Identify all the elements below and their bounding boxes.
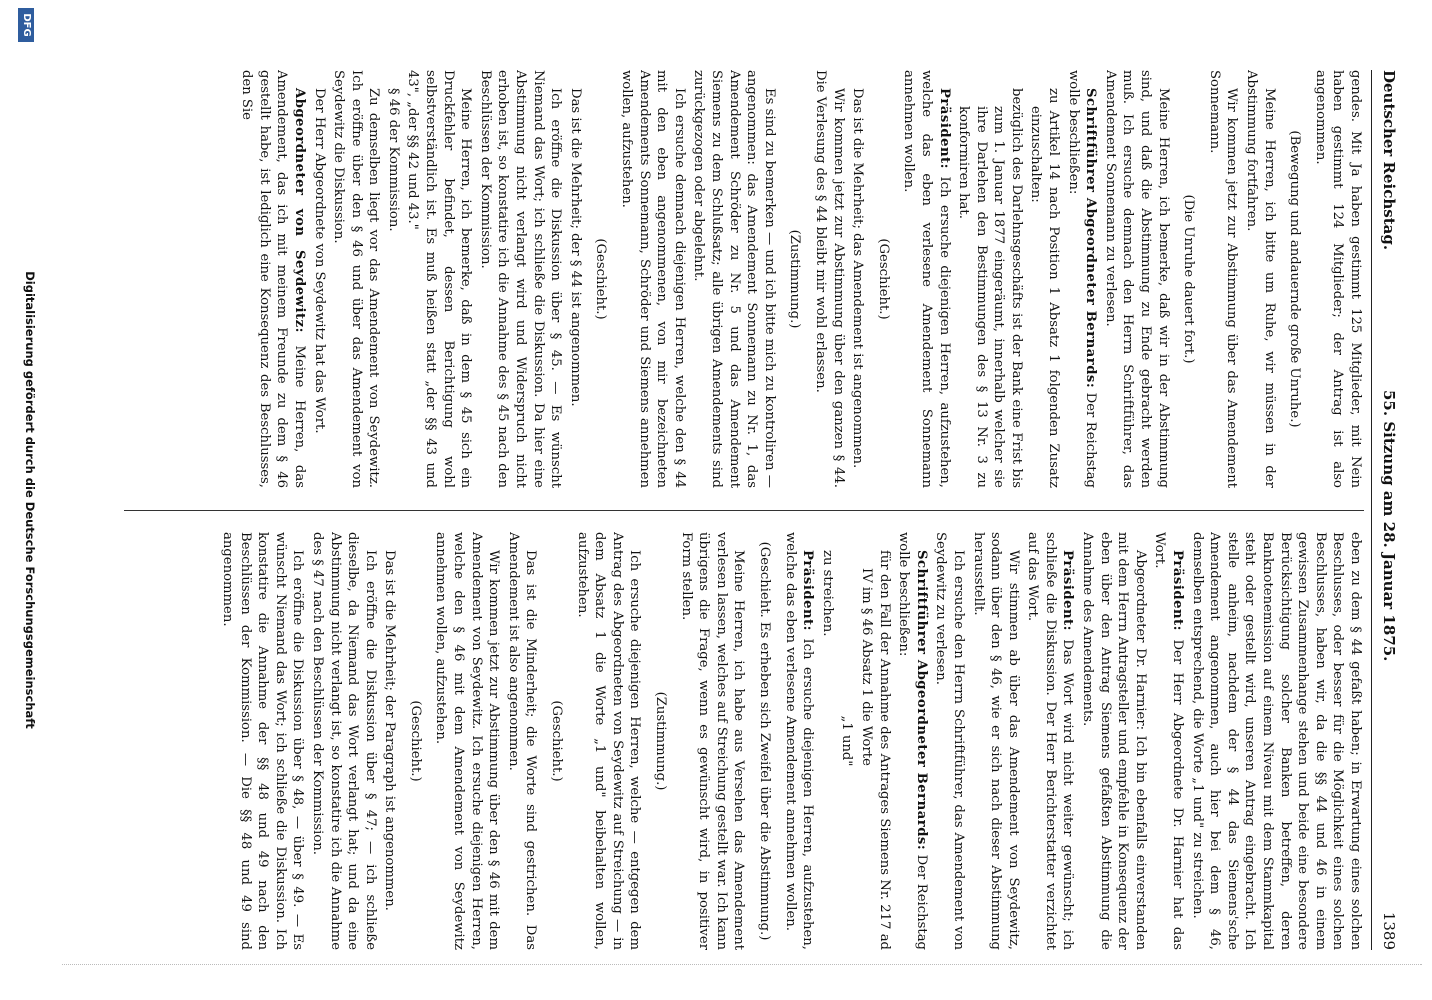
paragraph bbox=[818, 532, 836, 950]
paragraph-text: Ich eröffne die Diskussion über § 48, — über § 49. — Es wünscht Niemand das Wort; ich schließe die Diskussion. Ich konstatire die Annahme der §§ 48 und 49 nach den Beschlüssen der Kommission. — Die §§ 48 und 49 sind angenommen. bbox=[219, 532, 306, 950]
paragraph bbox=[849, 70, 867, 488]
paragraph-text: Das ist die Minderheit; die Worte sind gestrichen. Das Amendement ist also angenommen. bbox=[505, 532, 539, 950]
paragraph bbox=[969, 532, 1022, 950]
paragraph bbox=[504, 532, 539, 950]
paragraph-text: eben zu dem § 44 gefaßt haben; in Erwartung eines solchen Beschlusses, oder besser für die Möglichkeit eines solchen Beschlusses, haben wir, da die §§ 44 und 46 in einem gewissen Zusammenhange stehen und beide eine besondere Berücksichtigung solcher Banken betreffen, deren Banknotenemission auf einem Niveau mit dem Stammkapital steht oder gestellt wird, unseren Antrag eingebracht. Ich stelle anheim, nachdem der § 44 das Siemens'sche Amendement angenommen, auch hier bei dem § 46, demselben entsprechend, die Worte „1 und" zu streichen. bbox=[1189, 532, 1363, 950]
paragraph-text: Ich ersuche diejenigen Herren, welche — entgegen dem Antrag des Abgeordneten von Seydewitz auf Streichung — in dem Absatz 1 die Worte „1 und" beibehalten wollen, aufzustehen. bbox=[574, 532, 643, 950]
paragraph-text: zu streichen. bbox=[819, 550, 835, 637]
paragraph-text: (Geschieht.) bbox=[549, 700, 565, 782]
column-right bbox=[124, 532, 1364, 950]
paragraph bbox=[811, 70, 846, 488]
paragraph bbox=[310, 70, 328, 488]
digitization-note: Digitalisierung gefördert durch die Deutsche Forschungsgemeinschaft bbox=[23, 271, 37, 729]
paragraph-text: Meine Herren, das Amendement, das ich mit meinem Freunde zu dem § 46 gestellt habe, ist lediglich eine Konsequenz des Beschlusses, den Sie bbox=[239, 70, 307, 488]
paragraph bbox=[617, 70, 687, 488]
paragraph-text: (Geschieht. Es erheben sich Zweifel über die Abstimmung.) bbox=[757, 541, 772, 941]
speaker-name: Präsident: bbox=[936, 88, 952, 170]
paragraph-text: bezüglich des Darlehnsgeschäfts ist der Bank eine Frist bis zum 1. Januar 1877 eingeräumt, innerhalb welcher sie ihre Darlehen den Bestimmungen des § 13 Nr. 3 zu konformiren hat. bbox=[956, 88, 1024, 488]
paragraph-text: (Die Unruhe dauert fort.) bbox=[1181, 194, 1197, 364]
document-page bbox=[106, 70, 1406, 950]
paragraph bbox=[404, 70, 474, 488]
column-divider bbox=[124, 510, 1364, 511]
paragraph-text: zu Artikel 14 nach Position 1 Absatz 1 folgenden Zusatz einzuschalten: bbox=[1028, 88, 1062, 488]
paragraph bbox=[677, 532, 747, 950]
paragraph bbox=[406, 532, 424, 950]
paragraph-text: Wir kommen jetzt zur Abstimmung über den ganzen § 44. Die Verlesung des § 44 bleibt mir wohl erlassen. bbox=[812, 70, 846, 488]
paragraph bbox=[955, 70, 1025, 488]
paragraph bbox=[573, 532, 643, 950]
paragraph-text: für den Fall der Annahme des Antrages Siemens Nr. 217 ad IV im § 46 Absatz 1 die Worte bbox=[858, 550, 892, 950]
paragraph bbox=[592, 70, 610, 488]
paragraph-text: § 46 der Kommission. bbox=[385, 88, 401, 232]
paragraph bbox=[238, 70, 308, 488]
paragraph-text: Das ist die Mehrheit; das Amendement ist angenommen. bbox=[850, 88, 866, 469]
page-header bbox=[1371, 70, 1406, 950]
paragraph-text: Ich ersuche diejenigen Herren, aufzustehen, welche das eben verlesene Amendement annehmen wollen. bbox=[782, 532, 816, 950]
speaker-name: Abgeordneter von Seydewitz: bbox=[291, 88, 307, 333]
paragraph bbox=[1286, 70, 1304, 488]
paragraph-text: Abgeordneter Dr. Harnier: Ich bin ebenfalls einverstanden mit dem Herrn Antragsteller und empfehle in Konsequenz der eben über den Antrag Siemens gefaßten Abstimmung die Annahme des Amendements. bbox=[1080, 532, 1148, 950]
paragraph-text: Zu demselben liegt vor das Amendement von Seydewitz. Ich eröffne über den § 46 und über das Amendement von Seydewitz die Diskussion. bbox=[331, 70, 382, 488]
paragraph-text: (Zustimmung.) bbox=[653, 691, 669, 791]
paragraph bbox=[651, 532, 669, 950]
paragraph-text: gendes. Mit Ja haben gestimmt 125 Mitglieder, mit Nein haben gestimmt 124 Mitglieder; der Antrag ist also angenommen. bbox=[1312, 70, 1363, 488]
paragraph-text: Ich ersuche demnach diejenigen Herren, welche den § 44 mit den eben angenommenen, von mir bezeichneten Amendements Sonnemann, Schröder und Siemens annehmen wollen, aufzustehen. bbox=[619, 70, 687, 488]
paragraph bbox=[566, 70, 584, 488]
paragraph-text: Wir kommen jetzt zur Abstimmung über den § 46 mit dem Amendement von Seydewitz. Ich ersuche diejenigen Herren, welche den § 46 mit dem Amendement von Seydewitz annehmen wollen, aufzustehen. bbox=[433, 532, 502, 950]
paragraph bbox=[838, 532, 856, 950]
paragraph bbox=[330, 70, 383, 488]
paragraph bbox=[755, 532, 773, 950]
paragraph-text: Das ist die Mehrheit; der Paragraph ist angenommen. bbox=[382, 550, 398, 911]
paragraph-text: (Geschieht.) bbox=[593, 238, 609, 320]
paragraph bbox=[1151, 532, 1186, 950]
paragraph bbox=[384, 70, 402, 488]
paragraph-text: Ich eröffne die Diskussion über § 47; — ich schließe dieselbe, da Niemand das Wort verlangt hat; und da eine Abstimmung nicht verlangt ist, so konstatire ich die Annahme des § 47 nach den Beschlüssen der Kommission. bbox=[309, 532, 378, 950]
paragraph-text: Meine Herren, ich bemerke, daß wir in der Abstimmung sind, und daß die Abstimmung zu Ende gebracht werden muß. Ich ersuche demnach den Herrn Schriftführer, das Amendement Sonnemann zu verlesen. bbox=[1102, 70, 1171, 488]
paragraph bbox=[1064, 70, 1099, 488]
paragraph bbox=[1024, 532, 1077, 950]
paragraph bbox=[1027, 70, 1062, 488]
paragraph bbox=[1188, 532, 1364, 950]
speaker-name: Präsident: bbox=[1170, 550, 1186, 632]
paragraph bbox=[476, 70, 564, 488]
paragraph bbox=[786, 70, 804, 488]
paragraph bbox=[1079, 532, 1149, 950]
scan-edge bbox=[62, 964, 1422, 965]
paragraph-text: Der Reichstag wolle beschließen: bbox=[896, 532, 929, 950]
paragraph-text: „1 und" bbox=[839, 715, 855, 767]
paragraph bbox=[1311, 70, 1364, 488]
speaker-name: Präsident: bbox=[800, 550, 816, 632]
speaker-name: Schriftführer Abgeordneter Bernards: bbox=[913, 550, 929, 851]
paragraph bbox=[900, 70, 953, 488]
paragraph bbox=[932, 532, 967, 950]
paragraph-text: Es sind zu bemerken — und ich bitte mich zu kontroliren — angenommen: das Amendement Sonnemann zu Nr. 1, das Amendement Schröder zu Nr. 5 und das Amendement Siemens zu dem Schlußsatz; alle übrigen Amendements sind zurückgezogen oder abgelehnt. bbox=[691, 70, 777, 488]
paragraph-text: (Geschieht.) bbox=[875, 238, 891, 320]
speaker-name: Präsident: bbox=[1060, 550, 1076, 632]
column-left bbox=[124, 70, 1364, 488]
paragraph bbox=[857, 532, 892, 950]
paragraph bbox=[874, 70, 892, 488]
paragraph bbox=[781, 532, 816, 950]
paragraph-text: Meine Herren, ich bemerke, daß in dem § 45 sich ein Druckfehler befindet, dessen Berichtigung wohl selbstverständlich ist. Es muß heißen statt „der §§ 43 und 43", „der §§ 42 und 43." bbox=[405, 70, 474, 488]
paragraph bbox=[690, 70, 778, 488]
paragraph bbox=[432, 532, 502, 950]
dfg-logo: DFG bbox=[18, 8, 34, 42]
paragraph-text: Wir stimmen ab über das Amendement von Seydewitz, sodann über den § 46, wie er sich nach dieser Abstimmung herausstellt. bbox=[970, 532, 1021, 950]
paragraph-text: (Geschieht.) bbox=[407, 700, 423, 782]
paragraph bbox=[1180, 70, 1198, 488]
speaker-name: Schriftführer Abgeordneter Bernards: bbox=[1083, 88, 1099, 389]
paragraph bbox=[1242, 70, 1277, 488]
paragraph-text: Der Herr Abgeordnete von Seydewitz hat das Wort. bbox=[311, 88, 327, 434]
paragraph bbox=[895, 532, 930, 950]
paragraph bbox=[308, 532, 378, 950]
paragraph-text: Das ist die Mehrheit; der § 44 ist angenommen. bbox=[567, 88, 583, 407]
paragraph-text: (Zustimmung.) bbox=[787, 229, 803, 329]
header-publication: Deutscher Reichstag. bbox=[1380, 70, 1398, 251]
paragraph-text: Wir kommen jetzt zur Abstimmung über das Amendement Sonnemann. bbox=[1206, 70, 1240, 488]
paragraph bbox=[547, 532, 565, 950]
paragraph-text: Ich eröffne die Diskussion über § 45. — Es wünscht Niemand das Wort; ich schließe die Diskussion. Da hier eine Abstimmung nicht verlangt wird und Widerspruch nicht erhoben ist, so konstatire ich die Annahme des § 45 nach den Beschlüssen der Kommission. bbox=[477, 70, 564, 488]
paragraph-text: Der Herr Abgeordnete Dr. Harnier hat das Wort. bbox=[1152, 532, 1186, 950]
paragraph-text: Ich ersuche diejenigen Herren, aufzustehen, welche das eben verlesene Amendement Sonnemann annehmen wollen. bbox=[901, 70, 952, 488]
paragraph-text: Der Reichstag wolle beschließen: bbox=[1065, 70, 1099, 488]
header-session: 55. Sitzung am 28. Januar 1875. bbox=[1380, 390, 1398, 662]
paragraph-text: (Bewegung und andauernde große Unruhe.) bbox=[1287, 130, 1303, 428]
paragraph bbox=[218, 532, 306, 950]
paragraph bbox=[1205, 70, 1240, 488]
paragraph bbox=[381, 532, 399, 950]
page-number: 1389 bbox=[1380, 911, 1398, 950]
paragraph-text: Das Wort wird nicht weiter gewünscht; ich schließe die Diskussion. Der Herr Berichterstatter verzichtet auf das Wort. bbox=[1025, 532, 1076, 950]
paragraph-text: Ich ersuche den Herrn Schriftführer, das Amendement von Seydewitz zu verlesen. bbox=[933, 532, 966, 950]
paragraph-text: Meine Herren, ich habe aus Versehen das Amendement verlesen lassen, welches auf Streichung gestellt war. Ich kann übrigens die Frage, wenn es gewünscht wird, in positiver Form stellen. bbox=[678, 532, 747, 950]
paragraph-text: Meine Herren, ich bitte um Ruhe, wir müssen in der Abstimmung fortfahren. bbox=[1244, 70, 1277, 488]
paragraph bbox=[1101, 70, 1171, 488]
